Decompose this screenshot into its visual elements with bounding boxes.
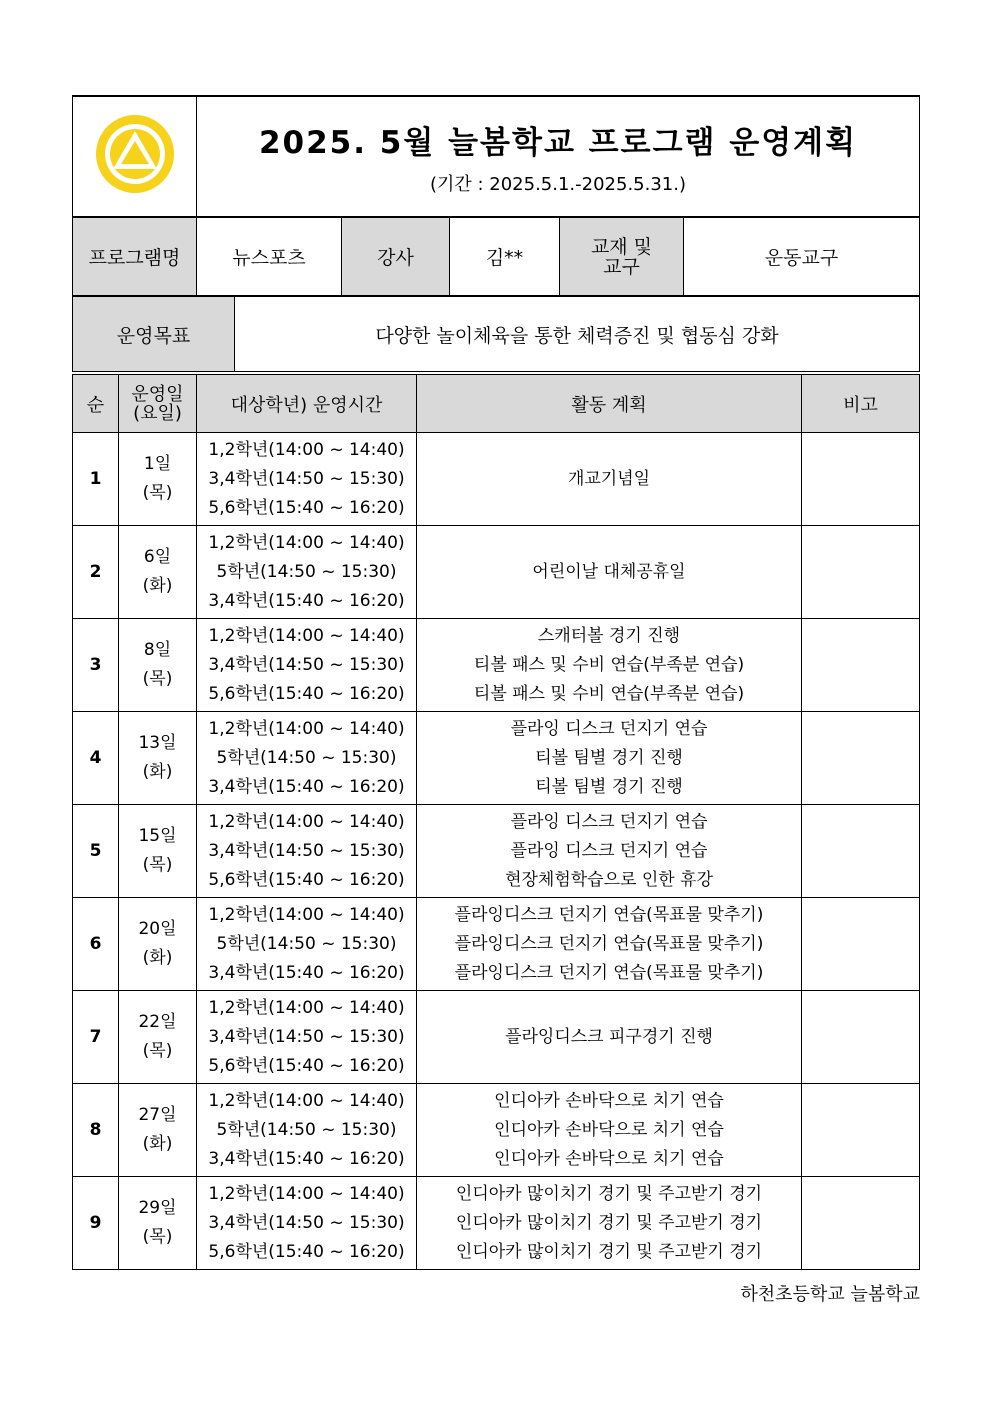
activity-plan: 어린이날 대체공휴일 <box>532 561 686 582</box>
row-number: 4 <box>73 712 119 805</box>
time-slot: 1,2학년(14:00 ~ 14:40) <box>208 811 405 832</box>
time-slot: 3,4학년(14:50 ~ 15:30) <box>208 840 405 861</box>
row-times <box>197 898 417 991</box>
row-note <box>802 433 920 526</box>
materials-label-line-1: 교재 및 <box>590 235 653 258</box>
time-slot: 3,4학년(14:50 ~ 15:30) <box>208 654 405 675</box>
row-day: 20일 <box>138 919 177 939</box>
time-slot: 3,4학년(14:50 ~ 15:30) <box>208 1026 405 1047</box>
instructor-value: 김** <box>450 218 560 296</box>
time-slot: 5학년(14:50 ~ 15:30) <box>216 561 397 582</box>
schedule-table <box>72 374 920 1270</box>
school-emblem-icon <box>93 112 177 196</box>
row-plans <box>417 433 802 526</box>
activity-plan: 인디아카 손바닥으로 치기 연습 <box>494 1119 724 1140</box>
activity-plan: 플라잉디스크 던지기 연습(목표물 맞추기) <box>454 933 764 954</box>
time-slot: 3,4학년(14:50 ~ 15:30) <box>208 468 405 489</box>
page-title: 2025. 5월 늘봄학교 프로그램 운영계획 <box>258 125 858 161</box>
row-plans <box>417 1084 802 1177</box>
period-text: (기간 : 2025.5.1.-2025.5.31.) <box>429 174 687 195</box>
program-info-table <box>72 217 920 296</box>
row-date <box>119 526 197 619</box>
row-times <box>197 433 417 526</box>
row-weekday: (목) <box>142 1041 173 1061</box>
row-times <box>197 991 417 1084</box>
row-date <box>119 805 197 898</box>
goal-label: 운영목표 <box>73 297 235 372</box>
row-weekday: (화) <box>142 1134 173 1154</box>
col-header-date-line-2: (요일) <box>133 402 182 424</box>
row-date <box>119 991 197 1084</box>
time-slot: 5,6학년(15:40 ~ 16:20) <box>208 497 405 518</box>
row-note <box>802 712 920 805</box>
row-date <box>119 898 197 991</box>
time-slot: 5학년(14:50 ~ 15:30) <box>216 933 397 954</box>
activity-plan: 플라잉 디스크 던지기 연습 <box>510 840 708 861</box>
logo-cell <box>73 96 197 217</box>
activity-plan: 인디아카 많이치기 경기 및 주고받기 경기 <box>455 1241 763 1262</box>
activity-plan: 티볼 패스 및 수비 연습(부족분 연습) <box>473 683 745 704</box>
activity-plan: 개교기념일 <box>567 468 651 489</box>
time-slot: 1,2학년(14:00 ~ 14:40) <box>208 1090 405 1111</box>
materials-label <box>560 218 684 296</box>
goal-table <box>72 296 920 372</box>
col-header-date <box>119 375 197 433</box>
activity-plan: 현장체험학습으로 인한 휴강 <box>505 869 713 890</box>
row-day: 13일 <box>138 733 177 753</box>
goal-value: 다양한 놀이체육을 통한 체력증진 및 협동심 강화 <box>235 297 920 372</box>
col-header-note: 비고 <box>802 375 920 433</box>
activity-plan: 인디아카 많이치기 경기 및 주고받기 경기 <box>455 1212 763 1233</box>
row-weekday: (목) <box>142 855 173 875</box>
col-header-date-line-1: 운영일 <box>131 383 184 405</box>
table-row <box>73 712 920 805</box>
time-slot: 3,4학년(14:50 ~ 15:30) <box>208 1212 405 1233</box>
activity-plan: 티볼 패스 및 수비 연습(부족분 연습) <box>473 654 745 675</box>
row-day: 29일 <box>138 1198 177 1218</box>
program-name-value: 뉴스포츠 <box>197 218 342 296</box>
schedule-body <box>73 433 920 1270</box>
row-day: 27일 <box>138 1105 177 1125</box>
activity-plan: 인디아카 손바닥으로 치기 연습 <box>494 1090 724 1111</box>
time-slot: 1,2학년(14:00 ~ 14:40) <box>208 1183 405 1204</box>
row-weekday: (화) <box>142 948 173 968</box>
row-plans <box>417 619 802 712</box>
time-slot: 3,4학년(15:40 ~ 16:20) <box>208 776 405 797</box>
row-day: 6일 <box>143 547 172 567</box>
row-note <box>802 526 920 619</box>
time-slot: 1,2학년(14:00 ~ 14:40) <box>208 532 405 553</box>
row-day: 8일 <box>143 640 172 660</box>
time-slot: 3,4학년(15:40 ~ 16:20) <box>208 962 405 983</box>
row-note <box>802 805 920 898</box>
row-times <box>197 526 417 619</box>
materials-label-line-2: 교구 <box>603 255 640 278</box>
table-row <box>73 526 920 619</box>
row-note <box>802 898 920 991</box>
row-note <box>802 1177 920 1270</box>
time-slot: 5,6학년(15:40 ~ 16:20) <box>208 1055 405 1076</box>
row-weekday: (화) <box>142 576 173 596</box>
row-number: 8 <box>73 1084 119 1177</box>
row-times <box>197 712 417 805</box>
time-slot: 3,4학년(15:40 ~ 16:20) <box>208 1148 405 1169</box>
activity-plan: 인디아카 많이치기 경기 및 주고받기 경기 <box>455 1183 763 1204</box>
time-slot: 1,2학년(14:00 ~ 14:40) <box>208 625 405 646</box>
row-date <box>119 433 197 526</box>
time-slot: 1,2학년(14:00 ~ 14:40) <box>208 997 405 1018</box>
activity-plan: 플라잉디스크 피구경기 진행 <box>505 1026 713 1047</box>
time-slot: 1,2학년(14:00 ~ 14:40) <box>208 718 405 739</box>
table-row <box>73 619 920 712</box>
table-row <box>73 898 920 991</box>
row-plans <box>417 991 802 1084</box>
activity-plan: 플라잉 디스크 던지기 연습 <box>510 718 708 739</box>
instructor-label: 강사 <box>342 218 450 296</box>
row-plans <box>417 1177 802 1270</box>
table-row <box>73 433 920 526</box>
row-weekday: (목) <box>142 483 173 503</box>
row-note <box>802 991 920 1084</box>
row-date <box>119 712 197 805</box>
program-name-label: 프로그램명 <box>73 218 197 296</box>
row-times <box>197 619 417 712</box>
time-slot: 5학년(14:50 ~ 15:30) <box>216 1119 397 1140</box>
row-note <box>802 619 920 712</box>
row-plans <box>417 805 802 898</box>
time-slot: 3,4학년(15:40 ~ 16:20) <box>208 590 405 611</box>
row-number: 6 <box>73 898 119 991</box>
table-row <box>73 805 920 898</box>
row-number: 9 <box>73 1177 119 1270</box>
row-number: 5 <box>73 805 119 898</box>
time-slot: 5,6학년(15:40 ~ 16:20) <box>208 1241 405 1262</box>
row-number: 3 <box>73 619 119 712</box>
row-plans <box>417 712 802 805</box>
row-day: 22일 <box>138 1012 177 1032</box>
row-weekday: (화) <box>142 762 173 782</box>
col-header-no: 순 <box>73 375 119 433</box>
activity-plan: 플라잉디스크 던지기 연습(목표물 맞추기) <box>454 904 764 925</box>
row-date <box>119 619 197 712</box>
row-plans <box>417 526 802 619</box>
row-date <box>119 1084 197 1177</box>
row-times <box>197 1177 417 1270</box>
row-times <box>197 1084 417 1177</box>
activity-plan: 인디아카 손바닥으로 치기 연습 <box>494 1148 724 1169</box>
activity-plan: 티볼 팀별 경기 진행 <box>535 776 683 797</box>
time-slot: 1,2학년(14:00 ~ 14:40) <box>208 439 405 460</box>
document-sheet <box>72 95 920 1270</box>
footer-school-name: 하천초등학교 늘봄학교 <box>740 1284 920 1305</box>
activity-plan: 스캐터볼 경기 진행 <box>537 625 681 646</box>
activity-plan: 티볼 팀별 경기 진행 <box>535 747 683 768</box>
row-times <box>197 805 417 898</box>
time-slot: 5,6학년(15:40 ~ 16:20) <box>208 683 405 704</box>
row-day: 15일 <box>138 826 177 846</box>
table-row <box>73 1084 920 1177</box>
row-weekday: (목) <box>142 669 173 689</box>
row-date <box>119 1177 197 1270</box>
row-number: 1 <box>73 433 119 526</box>
col-header-plan: 활동 계획 <box>417 375 802 433</box>
activity-plan: 플라잉디스크 던지기 연습(목표물 맞추기) <box>454 962 764 983</box>
time-slot: 5,6학년(15:40 ~ 16:20) <box>208 869 405 890</box>
time-slot: 1,2학년(14:00 ~ 14:40) <box>208 904 405 925</box>
time-slot: 5학년(14:50 ~ 15:30) <box>216 747 397 768</box>
row-plans <box>417 898 802 991</box>
col-header-time: 대상학년) 운영시간 <box>197 375 417 433</box>
row-number: 7 <box>73 991 119 1084</box>
activity-plan: 플라잉 디스크 던지기 연습 <box>510 811 708 832</box>
row-number: 2 <box>73 526 119 619</box>
title-cell <box>197 96 920 217</box>
row-note <box>802 1084 920 1177</box>
title-table <box>72 95 920 217</box>
table-row <box>73 991 920 1084</box>
materials-value: 운동교구 <box>684 218 920 296</box>
table-row <box>73 1177 920 1270</box>
row-day: 1일 <box>143 454 172 474</box>
row-weekday: (목) <box>142 1227 173 1247</box>
